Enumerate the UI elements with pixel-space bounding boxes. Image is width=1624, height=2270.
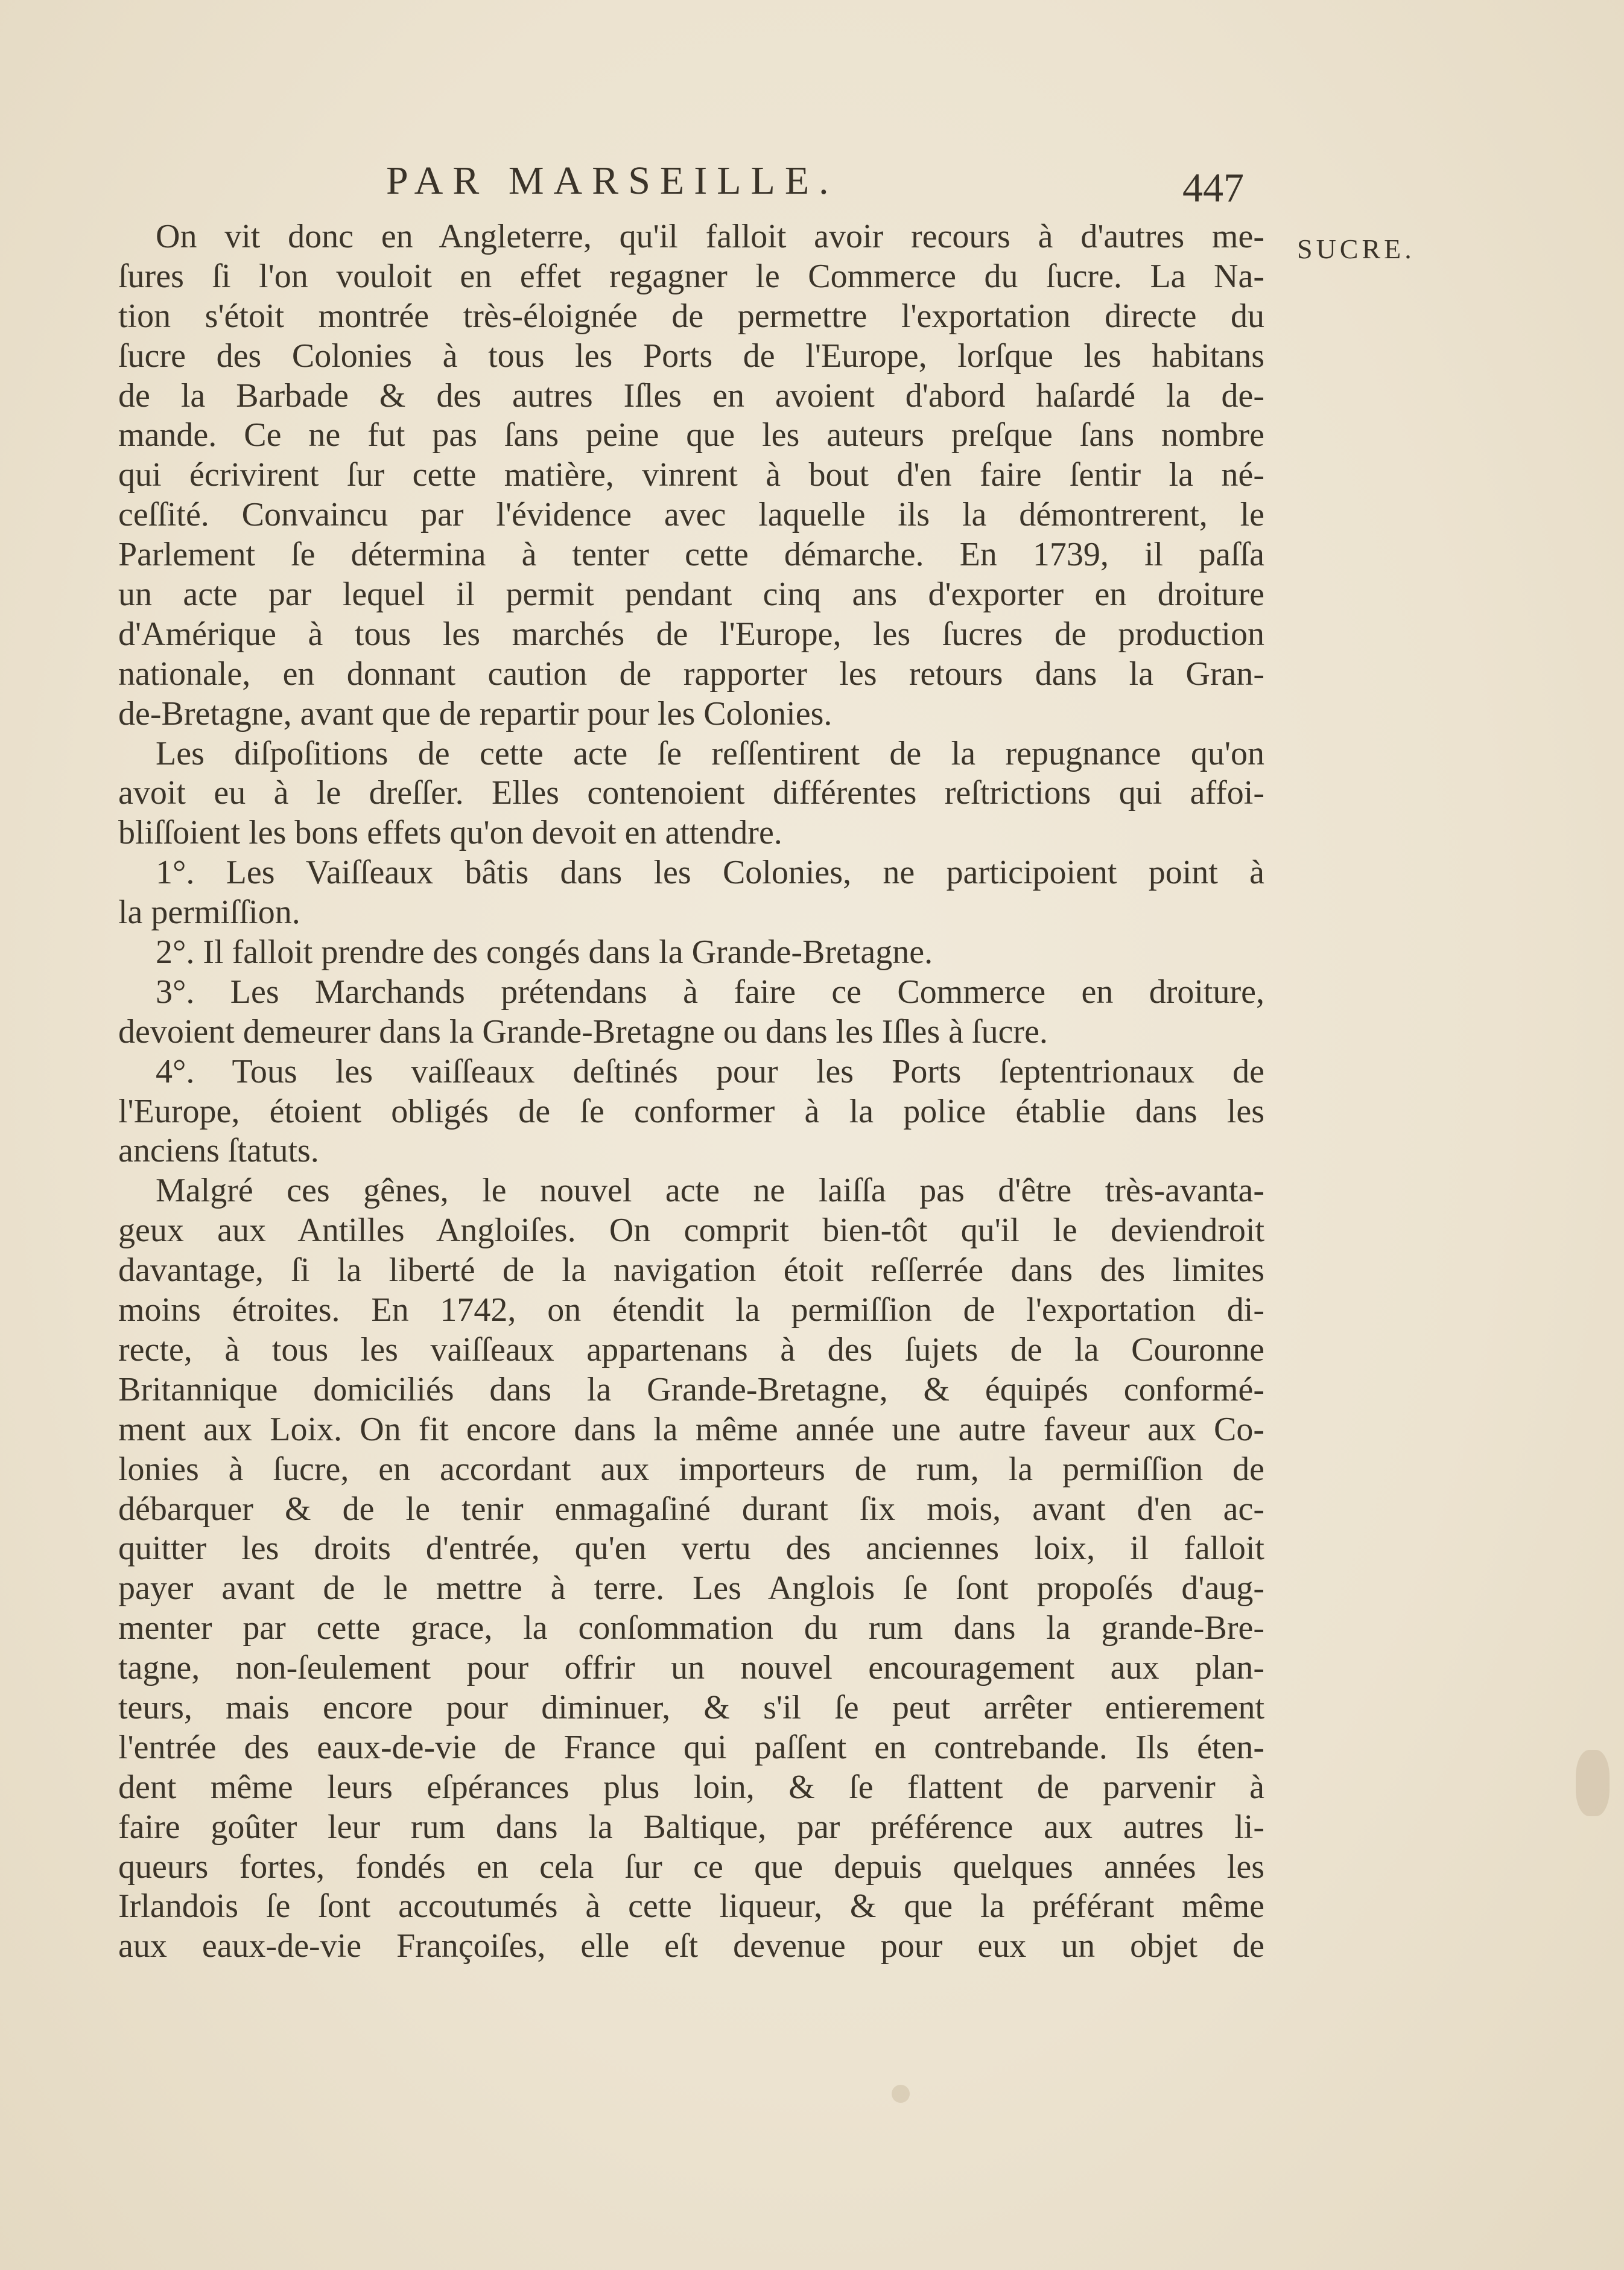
text-line: teurs, mais encore pour diminuer, & s'il ſe peut arrêter entierement	[118, 1688, 1264, 1726]
text-line: Irlandois ſe ſont accoutumés à cette liqueur, & que la préférant même	[118, 1887, 1264, 1925]
text-line: un acte par lequel il permit pendant cinq ans d'exporter en droiture	[118, 576, 1264, 614]
text-line: 3°. Les Marchands prétendans à faire ce Commerce en droiture,	[156, 973, 1264, 1011]
text-line: quitter les droits d'entrée, qu'en vertu des anciennes loix, il falloit	[118, 1530, 1264, 1568]
text-line: l'entrée des eaux-de-vie de France qui paſſent en contrebande. Ils éten-	[118, 1728, 1264, 1766]
text-line: de-Bretagne, avant que de repartir pour les Colonies.	[118, 695, 833, 733]
text-line: bliſſoient les bons effets qu'on devoit en attendre.	[118, 814, 782, 852]
text-line: de la Barbade & des autres Iſles en avoient d'abord haſardé la de-	[118, 377, 1264, 415]
text-line: ſures ſi l'on vouloit en effet regagner le Commerce du ſucre. La Na-	[118, 257, 1264, 295]
paper-stain	[892, 2085, 910, 2103]
running-head: PAR MARSEILLE.	[386, 159, 839, 203]
text-line: 1°. Les Vaiſſeaux bâtis dans les Colonies, ne participoient point à	[156, 854, 1264, 892]
text-line: ment aux Loix. On fit encore dans la même année une autre faveur aux Co-	[118, 1410, 1264, 1448]
text-line: On vit donc en Angleterre, qu'il falloit avoir recours à d'autres me-	[156, 218, 1264, 255]
body-text	[118, 217, 1264, 1966]
text-line: ceſſité. Convaincu par l'évidence avec laquelle ils la démontrerent, le	[118, 496, 1264, 534]
text-line: aux eaux-de-vie Françoiſes, elle eſt devenue pour eux un objet de	[118, 1927, 1264, 1965]
text-line: dent même leurs eſpérances plus loin, & ſe flattent de parvenir à	[118, 1768, 1264, 1806]
text-line: menter par cette grace, la conſommation du rum dans la grande-Bre-	[118, 1609, 1264, 1647]
text-line: la permiſſion.	[118, 894, 300, 932]
paper-stain	[1576, 1750, 1610, 1816]
text-line: mande. Ce ne fut pas ſans peine que les auteurs preſque ſans nombre	[118, 416, 1264, 454]
text-line: qui écrivirent ſur cette matière, vinrent à bout d'en faire ſentir la né-	[118, 456, 1264, 494]
text-line: anciens ſtatuts.	[118, 1132, 319, 1170]
text-line: faire goûter leur rum dans la Baltique, par préférence aux autres li-	[118, 1808, 1264, 1846]
text-line: geux aux Antilles Angloiſes. On comprit bien-tôt qu'il le deviendroit	[118, 1212, 1264, 1250]
text-line: l'Europe, étoient obligés de ſe conformer à la police établie dans les	[118, 1092, 1264, 1130]
text-line: 4°. Tous les vaiſſeaux deſtinés pour les Ports ſeptentrionaux de	[156, 1052, 1264, 1090]
margin-note: SUCRE.	[1297, 234, 1415, 264]
text-line: nationale, en donnant caution de rapporter les retours dans la Gran-	[118, 655, 1264, 693]
text-line: débarquer & de le tenir enmagaſiné durant ſix mois, avant d'en ac-	[118, 1490, 1264, 1528]
text-line: 2°. Il falloit prendre des congés dans la Grande-Bretagne.	[156, 933, 933, 971]
text-line: queurs fortes, fondés en cela ſur ce que depuis quelques années les	[118, 1848, 1264, 1886]
text-line: avoit eu à le dreſſer. Elles contenoient différentes reſtrictions qui affoi-	[118, 774, 1264, 812]
text-line: Malgré ces gênes, le nouvel acte ne laiſſa pas d'être très-avanta-	[156, 1172, 1264, 1210]
text-line: Parlement ſe détermina à tenter cette démarche. En 1739, il paſſa	[118, 536, 1264, 574]
text-line: payer avant de le mettre à terre. Les Anglois ſe ſont propoſés d'aug-	[118, 1569, 1264, 1607]
text-line: moins étroites. En 1742, on étendit la permiſſion de l'exportation di-	[118, 1291, 1264, 1329]
text-line: d'Amérique à tous les marchés de l'Europe, les ſucres de production	[118, 615, 1264, 653]
text-line: devoient demeurer dans la Grande-Bretagne ou dans les Iſles à ſucre.	[118, 1013, 1048, 1051]
text-line: davantage, ſi la liberté de la navigation étoit reſſerrée dans des limites	[118, 1251, 1264, 1289]
text-line: tagne, non-ſeulement pour offrir un nouvel encouragement aux plan-	[118, 1649, 1264, 1687]
text-line: ſucre des Colonies à tous les Ports de l'Europe, lorſque les habitans	[118, 337, 1264, 375]
text-line: recte, à tous les vaiſſeaux appartenans à des ſujets de la Couronne	[118, 1331, 1264, 1369]
page-number: 447	[1182, 165, 1244, 211]
text-line: Les diſpoſitions de cette acte ſe reſſentirent de la repugnance qu'on	[156, 734, 1264, 772]
text-line: tion s'étoit montrée très-éloignée de permettre l'exportation directe du	[118, 297, 1264, 335]
text-line: Britannique domiciliés dans la Grande-Bretagne, & équipés conformé-	[118, 1370, 1264, 1408]
text-line: lonies à ſucre, en accordant aux importeurs de rum, la permiſſion de	[118, 1450, 1264, 1488]
